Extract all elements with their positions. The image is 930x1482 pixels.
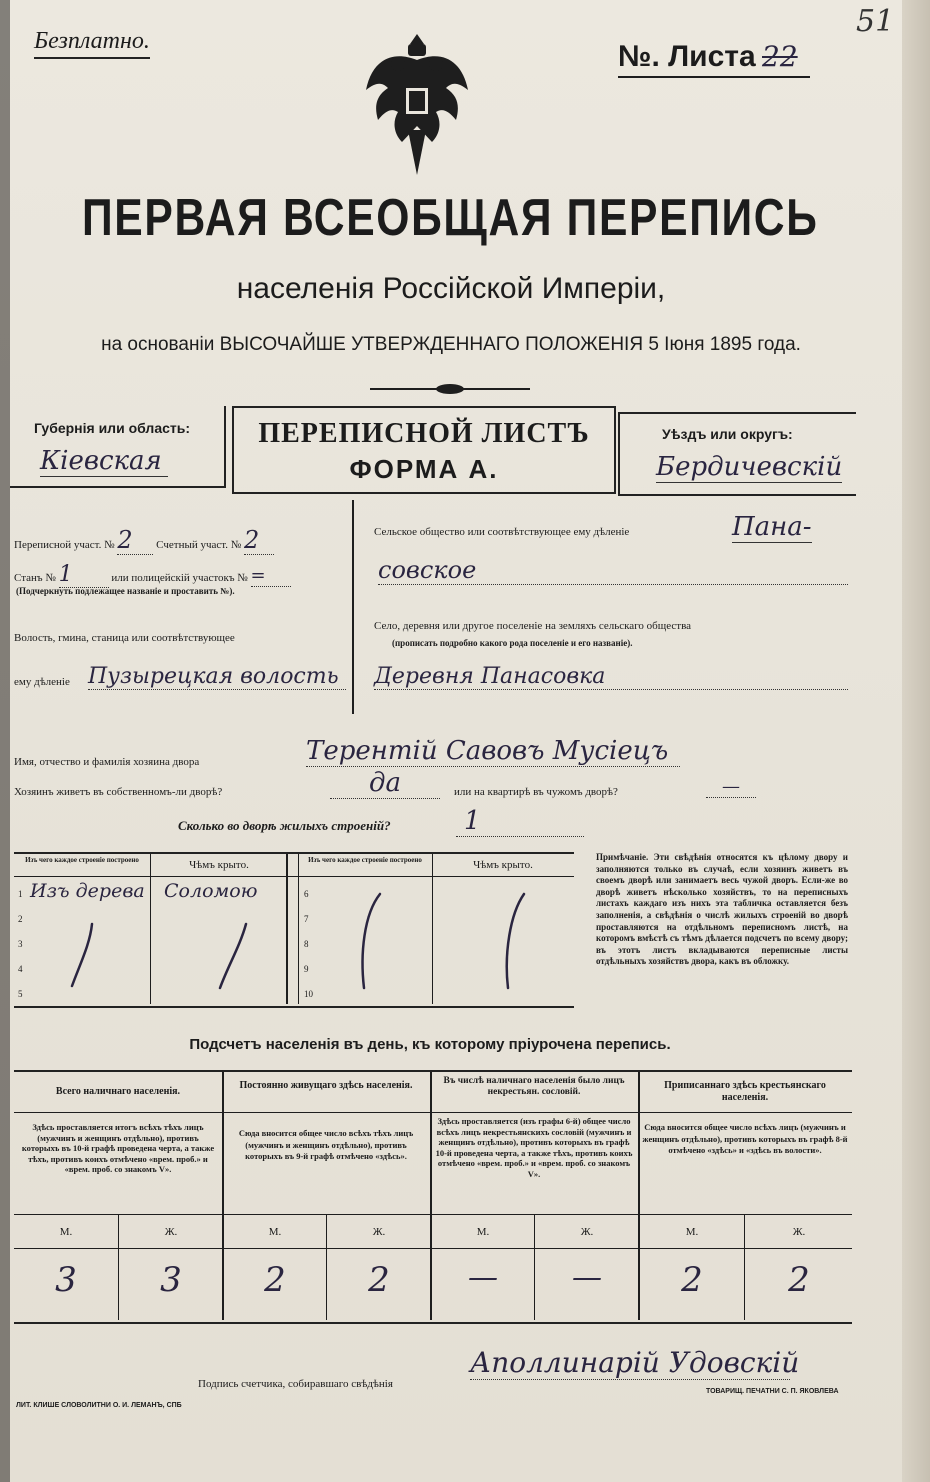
- building-roof-value: Соломою: [164, 880, 258, 902]
- stan-row: [14, 562, 291, 588]
- pop-g1-m-label: М.: [59, 1226, 73, 1238]
- village-label: Село, деревня или другое поселеніе на земляхъ сельскаго общества: [374, 620, 692, 632]
- population-heading: Подсчетъ населенія въ день, къ которому пріурочена перепись.: [189, 1036, 671, 1053]
- district-box: [618, 412, 856, 496]
- pop-g2-m-label: М.: [268, 1226, 282, 1238]
- page-title: ПЕРВАЯ ВСЕОБЩАЯ ПЕРЕПИСЬ: [82, 189, 819, 247]
- society-label: Сельское общество или соотвѣтствующее ему дѣленіе: [374, 526, 630, 538]
- own-yard-label: Хозяинъ живетъ въ собственномъ-ли дворѣ?: [14, 786, 223, 798]
- buildings-value: 1: [456, 806, 584, 837]
- pop-group-3-desc: Здѣсь проставляется (изъ графы 6-й) общее число всѣхъ лицъ некрестьянскихъ сословій (мужчинъ и женщинъ отдѣльно), противъ которыхъ въ графѣ 10-й проведена черта, а также тѣхъ, противъ коихъ отмѣчено «врем. проб.» и «врем. проб. со знакомъ V».: [435, 1116, 633, 1179]
- pop-registered-female: 2: [788, 1260, 810, 1300]
- pop-g3-f-label: Ж.: [580, 1226, 594, 1238]
- owner-value: Терентій Савовъ Мусіецъ: [306, 736, 680, 767]
- province-box: [10, 406, 226, 488]
- sheet-label: №. Листа: [618, 40, 756, 73]
- count-area-label: Счетный участ. №: [156, 539, 242, 551]
- pop-group-3-title: Въ числѣ наличнаго населенія было лицъ некрестьян. сословій.: [443, 1076, 625, 1097]
- pop-total-male: 3: [55, 1260, 77, 1300]
- police-label: или полицейскій участокъ №: [111, 572, 248, 584]
- buildings-row-numbers-right: 6 7 8 9 10: [304, 889, 313, 999]
- pop-permanent-male: 2: [264, 1260, 286, 1300]
- pop-group-4-title: Приписаннаго здѣсь крестьянскаго населенія.: [664, 1080, 826, 1103]
- district-label: Уѣздъ или округъ:: [662, 426, 793, 442]
- form-name: ФОРМА А.: [349, 454, 499, 484]
- buildings-col-material-2: Изъ чего каждое строеніе построено: [308, 856, 422, 864]
- form-title: ПЕРЕПИСНОЙ ЛИСТЪ: [258, 418, 590, 449]
- census-area-row: [14, 526, 274, 555]
- scan-edge-left: [0, 0, 10, 1482]
- buildings-table: [14, 852, 574, 1008]
- province-value: Кіевская: [40, 446, 168, 477]
- buildings-col-roof-2: Чѣмъ крыто.: [473, 859, 533, 871]
- volost-label: Волость, гмина, станица или соотвѣтствующее: [14, 632, 235, 644]
- signature-label: Подпись счетчика, собиравшаго свѣдѣнія: [198, 1378, 393, 1390]
- ornament-divider: [370, 384, 530, 394]
- district-value: Бердичевскій: [656, 452, 843, 482]
- form-title-box: [232, 406, 616, 494]
- pop-group-2-desc: Сюда вносится общее число всѣхъ тѣхъ лицъ (мужчинъ и женщинъ отдѣльно), противъ которыхъ въ 9-й графѣ отмѣчено «здѣсь».: [238, 1128, 414, 1161]
- pop-registered-male: 2: [681, 1260, 703, 1300]
- volost-value: Пузырецкая волость: [88, 664, 346, 690]
- footer-right-imprint: ТОВАРИЩ. ПЕЧАТНИ С. П. ЯКОВЛЕВА: [706, 1388, 839, 1395]
- note-text: Эти свѣдѣнія относятся къ цѣлому двору и заполняются только въ случаѣ, если хозяинъ живетъ въ своемъ дворѣ или занимаетъ весь чужой дворъ. Если-же во дворѣ живетъ нѣсколько хозяйствъ, то на переписныхъ листахъ каждаго изъ нихъ эта табличка оставляется безъ заполненія, а свѣдѣнія о числѣ жилыхъ строеній во дворѣ проставляются на отдѣльномъ переписномъ листѣ, на которомъ вмѣстѣ съ тѣмъ дѣлается подсчетъ по всему двору; въ этотъ листъ вкладываются переписные листы отдѣльныхъ хозяйствъ двора, какъ въ обложку.: [596, 852, 848, 967]
- buildings-label: Сколько во дворѣ жилыхъ строеній?: [178, 818, 391, 833]
- pop-g4-f-label: Ж.: [792, 1226, 806, 1238]
- pop-total-female: 3: [160, 1260, 182, 1300]
- society-value-1: Пана-: [732, 512, 812, 542]
- pop-nonpeasant-male: —: [468, 1260, 498, 1295]
- province-label: Губернія или область:: [34, 420, 191, 436]
- double-headed-eagle-emblem: [362, 30, 472, 180]
- stan-value: 1: [59, 562, 109, 588]
- note-title: Примѣчаніе.: [596, 852, 649, 862]
- underline-note: (Подчеркнуть подлежащее названіе и проставить №).: [16, 586, 235, 596]
- sheet-number: 22: [762, 40, 798, 73]
- rent-value: —: [706, 776, 756, 798]
- legal-basis: на основаніи ВЫСОЧАЙШЕ УТВЕРЖДЕННАГО ПОЛОЖЕНІЯ 5 Іюня 1895 года.: [101, 334, 801, 355]
- pop-group-2-title: Постоянно живущаго здѣсь населенія.: [239, 1080, 413, 1091]
- buildings-col-material: Изъ чего каждое строеніе построено: [25, 856, 139, 864]
- count-area-value: 2: [244, 526, 274, 555]
- rent-label: или на квартирѣ въ чужомъ дворѣ?: [454, 786, 618, 798]
- own-yard-value: да: [330, 768, 440, 799]
- pop-group-4-desc: Сюда вносится общее число всѣхъ лицъ (мужчинъ и женщинъ отдѣльно), противъ которыхъ въ графѣ 8-й отмѣчено «здѣсь» и «здѣсь въ волости».: [642, 1122, 848, 1155]
- village-value: Деревня Панасовка: [374, 664, 848, 690]
- pop-group-1-desc: Здѣсь проставляется итогъ всѣхъ тѣхъ лицъ (мужчинъ и женщинъ отдѣльно), противъ которыхъ въ 10-й графѣ проведена черта, а также тѣхъ, противъ коихъ отмѣчено «врем. проб.» и «врем. проб. со знакомъ V».: [21, 1122, 215, 1174]
- free-label: Безплатно.: [34, 28, 150, 59]
- owner-label: Имя, отчество и фамилія хозяина двора: [14, 756, 200, 768]
- footer-left-imprint: ЛИТ. КЛИШЕ СЛОВОЛИТНИ О. И. ЛЕМАНЪ, СПБ: [16, 1402, 182, 1409]
- fields-divider: [352, 500, 354, 714]
- empty-row-strokes: [14, 854, 574, 1004]
- page-subtitle: населенія Россійской Имперіи,: [236, 272, 666, 305]
- pop-g4-m-label: М.: [685, 1226, 699, 1238]
- census-area-value: 2: [117, 526, 153, 555]
- pop-g3-m-label: М.: [476, 1226, 490, 1238]
- sheet-underline: [618, 76, 810, 78]
- pop-g1-f-label: Ж.: [164, 1226, 178, 1238]
- buildings-row-numbers-left: 1 2 3 4 5: [18, 889, 23, 999]
- police-value: =: [251, 565, 291, 587]
- building-material-value: Изъ дерева: [30, 880, 145, 902]
- archive-page-number: 51: [856, 4, 895, 39]
- buildings-note: [596, 852, 848, 968]
- pop-g2-f-label: Ж.: [372, 1226, 386, 1238]
- pop-nonpeasant-female: —: [572, 1260, 602, 1295]
- scan-edge-right: [902, 0, 930, 1482]
- stan-label: Станъ №: [14, 572, 56, 584]
- population-table: [14, 1070, 852, 1324]
- society-value-2: совское: [378, 556, 848, 585]
- pop-group-1-title: Всего наличнаго населенія.: [55, 1086, 181, 1097]
- signature-value: Аполлинарій Удовскій: [470, 1346, 800, 1379]
- village-note: (прописать подробно какого рода поселеніе и его названіе).: [392, 638, 633, 648]
- census-area-label: Переписной участ. №: [14, 539, 115, 551]
- pop-permanent-female: 2: [368, 1260, 390, 1300]
- buildings-col-roof: Чѣмъ крыто.: [189, 859, 249, 871]
- volost-label-2: ему дѣленіе: [14, 676, 70, 688]
